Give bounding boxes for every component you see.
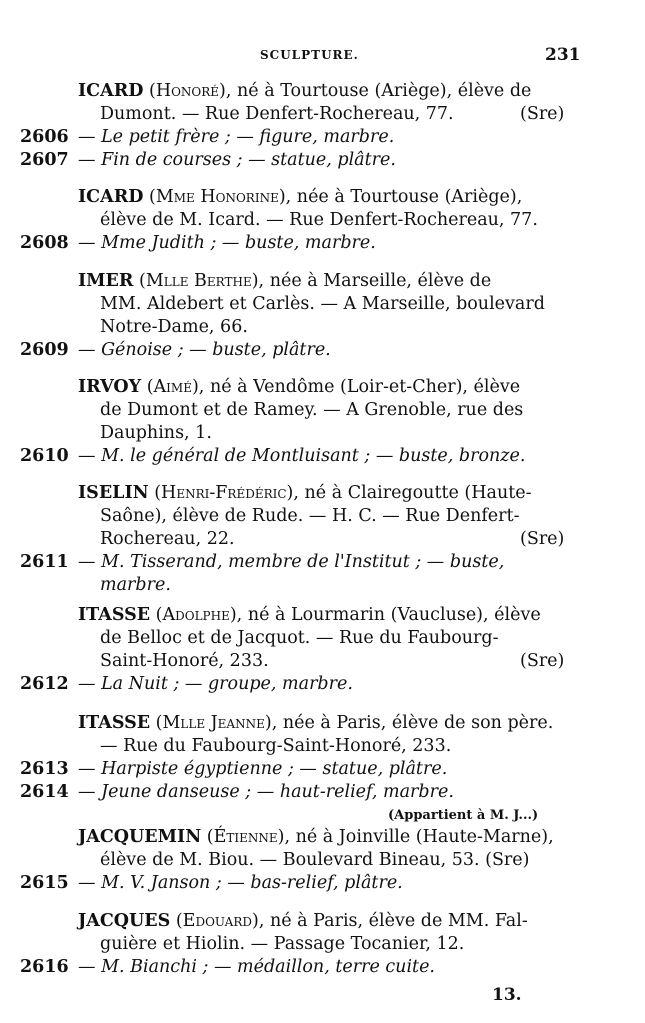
work-number: 2612 bbox=[20, 674, 69, 694]
bio-line: élève de M. Biou. — Boulevard Bineau, 53. (Sre) bbox=[100, 850, 530, 870]
bio-line: Rochereau, 22. bbox=[100, 529, 235, 549]
entry-imer: IMER (Mlle Berthe), née à Marseille, élève de MM. Aldebert et Carlès. — A Marseille, boulevard Notre-Dame, 66. 2609 — Génoise ; — buste, plâtre. bbox=[20, 271, 545, 360]
bio-line: Dumont. — Rue Denfert-Rochereau, 77. bbox=[100, 104, 454, 124]
work-title: — Génoise ; — buste, plâtre. bbox=[78, 340, 331, 360]
artist-first-name: (Henri-Frédéric) bbox=[154, 483, 294, 503]
bio-line: né à Paris, élève de MM. Fal- bbox=[269, 911, 528, 931]
entry-jacquemin: JACQUEMIN (Étienne), né à Joinville (Haute-Marne), élève de M. Biou. — Boulevard Bineau, 53. (Sre) 2615 — M. V. Janson ; — bas-relief, plâtre. bbox=[20, 827, 554, 893]
work-title: — M. le général de Montluisant ; — buste, bronze. bbox=[78, 446, 526, 466]
artist-name: JACQUES bbox=[78, 911, 171, 931]
work-number: 2616 bbox=[20, 957, 69, 977]
entry-icard-honorine: ICARD (Mme Honorine), née à Tourtouse (Ariège), élève de M. Icard. — Rue Denfert-Rochereau, 77. 2608 — Mme Judith ; — buste, marbre. bbox=[20, 187, 538, 253]
artist-name: ICARD bbox=[78, 187, 144, 207]
work-number: 2606 bbox=[20, 127, 69, 147]
entry-iselin: ISELIN (Henri-Frédéric), né à Clairegoutte (Haute- Saône), élève de Rude. — H. C. — Rue Denfert- Rochereau, 22. (Sre) 2611 — M. Tisserand, membre de l'Institut ; — buste, marbre. bbox=[20, 483, 565, 595]
artist-first-name: (Edouard) bbox=[175, 911, 259, 931]
bio-line: né à Joinville (Haute-Marne), bbox=[295, 827, 554, 847]
work-number: 2608 bbox=[20, 233, 69, 253]
section-title: SCULPTURE. bbox=[260, 48, 359, 62]
bio-line: guière et Hiolin. — Passage Tocanier, 12. bbox=[100, 934, 465, 954]
bio-line: né à Clairegoutte (Haute- bbox=[304, 483, 532, 503]
work-number: 2607 bbox=[20, 150, 69, 170]
entry-jacques: JACQUES (Edouard), né à Paris, élève de MM. Fal- guière et Hiolin. — Passage Tocanier, 12. 2616 — M. Bianchi ; — médaillon, terre cuite. bbox=[20, 911, 528, 977]
entry-itasse-adolphe: ITASSE (Adolphe), né à Lourmarin (Vaucluse), élève de Belloc et de Jacquot. — Rue du Faubourg- Saint-Honoré, 233. (Sre) 2612 — La Nuit ; — groupe, marbre. bbox=[20, 605, 565, 694]
sr-marker: (Sre) bbox=[520, 104, 565, 124]
work-number: 2611 bbox=[20, 552, 69, 572]
work-title: — M. V. Janson ; — bas-relief, plâtre. bbox=[78, 873, 403, 893]
bio-line: Saint-Honoré, 233. bbox=[100, 651, 269, 671]
bio-line: Notre-Dame, 66. bbox=[100, 317, 248, 337]
ownership-note: (Appartient à M. J...) bbox=[388, 808, 539, 823]
entry-irvoy: IRVOY (Aimé), né à Vendôme (Loir-et-Cher), élève de Dumont et de Ramey. — A Grenoble, rue des Dauphins, 1. 2610 — M. le général de Montluisant ; — buste, bronze. bbox=[20, 377, 526, 466]
bio-line: née à Paris, élève de son père. bbox=[282, 713, 554, 733]
artist-name: IRVOY bbox=[78, 377, 142, 397]
work-title: — Harpiste égyptienne ; — statue, plâtre. bbox=[78, 759, 448, 779]
work-number: 2614 bbox=[20, 782, 69, 802]
artist-first-name: (Mlle Berthe) bbox=[139, 271, 259, 291]
work-title: — M. Tisserand, membre de l'Institut ; — buste, bbox=[78, 552, 505, 572]
artist-name: ITASSE bbox=[78, 605, 151, 625]
artist-first-name: (Mme Honorine) bbox=[149, 187, 286, 207]
artist-name: ITASSE bbox=[78, 713, 151, 733]
artist-name: IMER bbox=[78, 271, 134, 291]
bio-line: né à Tourtouse (Ariège), élève de bbox=[237, 81, 532, 101]
artist-name: ISELIN bbox=[78, 483, 149, 503]
work-number: 2610 bbox=[20, 446, 69, 466]
work-title-continued: marbre. bbox=[100, 575, 171, 595]
work-title: — Jeune danseuse ; — haut-relief, marbre. bbox=[78, 782, 454, 802]
work-title: — Mme Judith ; — buste, marbre. bbox=[78, 233, 376, 253]
artist-first-name: (Aimé) bbox=[146, 377, 199, 397]
signature-mark: 13. bbox=[492, 985, 522, 1005]
work-title: — La Nuit ; — groupe, marbre. bbox=[78, 674, 353, 694]
bio-line: Dauphins, 1. bbox=[100, 423, 212, 443]
sr-marker: (Sre) bbox=[520, 651, 565, 671]
work-number: 2615 bbox=[20, 873, 69, 893]
artist-name: ICARD bbox=[78, 81, 144, 101]
bio-line: né à Vendôme (Loir-et-Cher), élève bbox=[209, 377, 521, 397]
bio-line: de Dumont et de Ramey. — A Grenoble, rue des bbox=[100, 400, 524, 420]
entry-itasse-jeanne: ITASSE (Mlle Jeanne), née à Paris, élève de son père. — Rue du Faubourg-Saint-Honoré, 233. 2613 — Harpiste égyptienne ; — statue, plâtre. 2614 — Jeune danseuse ; — haut-relief, marbre. (Appartient à M. J...) bbox=[20, 712, 580, 827]
bio-line: — Rue du Faubourg-Saint-Honoré, 233. bbox=[100, 736, 452, 756]
sr-marker: (Sre) bbox=[520, 529, 565, 549]
artist-first-name: (Étienne) bbox=[206, 827, 285, 847]
work-title: — Fin de courses ; — statue, plâtre. bbox=[78, 150, 396, 170]
work-title: — M. Bianchi ; — médaillon, terre cuite. bbox=[78, 957, 435, 977]
bio-line: né à Lourmarin (Vaucluse), élève bbox=[247, 605, 541, 625]
artist-first-name: (Adolphe) bbox=[155, 605, 237, 625]
bio-line: née à Tourtouse (Ariège), bbox=[296, 187, 523, 207]
bio-line: MM. Aldebert et Carlès. — A Marseille, boulevard bbox=[100, 294, 545, 314]
bio-line: Saône), élève de Rude. — H. C. — Rue Denfert- bbox=[100, 506, 520, 526]
work-number: 2613 bbox=[20, 759, 69, 779]
work-title: — Le petit frère ; — figure, marbre. bbox=[78, 127, 395, 147]
bio-line: élève de M. Icard. — Rue Denfert-Rochereau, 77. bbox=[100, 210, 538, 230]
work-number: 2609 bbox=[20, 340, 69, 360]
bio-line: née à Marseille, élève de bbox=[269, 271, 492, 291]
entry-icard-honore: ICARD (Honoré), né à Tourtouse (Ariège), élève de Dumont. — Rue Denfert-Rochereau, 77. (Sre) 2606 — Le petit frère ; — figure, marbre. 2607 — Fin de courses ; — statue, plâtre. bbox=[20, 81, 565, 170]
artist-name: JACQUEMIN bbox=[78, 827, 202, 847]
bio-line: de Belloc et de Jacquot. — Rue du Faubourg- bbox=[100, 628, 499, 648]
page-number: 231 bbox=[545, 45, 581, 65]
artist-first-name: (Honoré) bbox=[149, 81, 226, 101]
artist-first-name: (Mlle Jeanne) bbox=[155, 713, 272, 733]
page-header bbox=[0, 45, 645, 70]
